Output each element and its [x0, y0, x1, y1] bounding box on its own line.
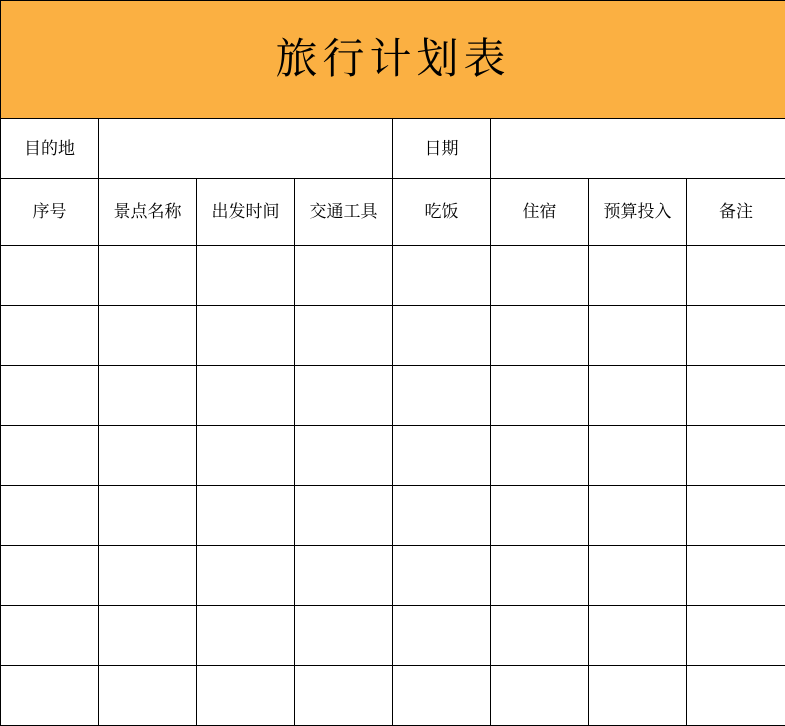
column-header-attraction: 景点名称	[99, 179, 197, 246]
info-row	[1, 119, 785, 179]
cell-budget[interactable]	[589, 606, 687, 666]
table-row	[1, 426, 785, 486]
cell-attraction[interactable]	[99, 246, 197, 306]
cell-transport[interactable]	[295, 546, 393, 606]
column-header-row	[1, 179, 785, 246]
cell-meals[interactable]	[393, 546, 491, 606]
cell-transport[interactable]	[295, 426, 393, 486]
cell-transport[interactable]	[295, 486, 393, 546]
cell-index[interactable]	[1, 366, 99, 426]
table-row	[1, 606, 785, 666]
cell-attraction[interactable]	[99, 306, 197, 366]
cell-budget[interactable]	[589, 546, 687, 606]
cell-departure-time[interactable]	[197, 486, 295, 546]
column-header-remarks: 备注	[687, 179, 785, 246]
destination-value-field[interactable]	[99, 119, 393, 179]
cell-departure-time[interactable]	[197, 546, 295, 606]
date-value-field[interactable]	[491, 119, 785, 179]
cell-remarks[interactable]	[687, 246, 785, 306]
document-title: 旅行计划表	[1, 1, 785, 119]
cell-index[interactable]	[1, 546, 99, 606]
cell-meals[interactable]	[393, 306, 491, 366]
column-header-meals: 吃饭	[393, 179, 491, 246]
cell-budget[interactable]	[589, 486, 687, 546]
column-header-transport: 交通工具	[295, 179, 393, 246]
destination-label: 目的地	[1, 119, 99, 179]
cell-remarks[interactable]	[687, 606, 785, 666]
cell-lodging[interactable]	[491, 246, 589, 306]
cell-budget[interactable]	[589, 246, 687, 306]
cell-departure-time[interactable]	[197, 366, 295, 426]
cell-meals[interactable]	[393, 246, 491, 306]
cell-departure-time[interactable]	[197, 666, 295, 726]
cell-index[interactable]	[1, 246, 99, 306]
cell-lodging[interactable]	[491, 366, 589, 426]
table-row	[1, 666, 785, 726]
cell-meals[interactable]	[393, 366, 491, 426]
table-row	[1, 486, 785, 546]
cell-index[interactable]	[1, 426, 99, 486]
cell-remarks[interactable]	[687, 366, 785, 426]
cell-transport[interactable]	[295, 246, 393, 306]
cell-remarks[interactable]	[687, 486, 785, 546]
table-row	[1, 306, 785, 366]
cell-lodging[interactable]	[491, 426, 589, 486]
cell-budget[interactable]	[589, 426, 687, 486]
cell-meals[interactable]	[393, 426, 491, 486]
cell-transport[interactable]	[295, 606, 393, 666]
cell-budget[interactable]	[589, 306, 687, 366]
cell-departure-time[interactable]	[197, 246, 295, 306]
cell-index[interactable]	[1, 486, 99, 546]
cell-attraction[interactable]	[99, 426, 197, 486]
cell-lodging[interactable]	[491, 306, 589, 366]
column-header-index: 序号	[1, 179, 99, 246]
cell-remarks[interactable]	[687, 426, 785, 486]
cell-remarks[interactable]	[687, 666, 785, 726]
cell-transport[interactable]	[295, 366, 393, 426]
cell-departure-time[interactable]	[197, 606, 295, 666]
cell-lodging[interactable]	[491, 546, 589, 606]
cell-attraction[interactable]	[99, 606, 197, 666]
cell-index[interactable]	[1, 306, 99, 366]
column-header-budget: 预算投入	[589, 179, 687, 246]
column-header-lodging: 住宿	[491, 179, 589, 246]
cell-departure-time[interactable]	[197, 306, 295, 366]
cell-attraction[interactable]	[99, 666, 197, 726]
column-header-departure-time: 出发时间	[197, 179, 295, 246]
title-row	[1, 1, 785, 119]
cell-transport[interactable]	[295, 666, 393, 726]
cell-lodging[interactable]	[491, 606, 589, 666]
cell-attraction[interactable]	[99, 546, 197, 606]
cell-attraction[interactable]	[99, 486, 197, 546]
table-row	[1, 246, 785, 306]
cell-index[interactable]	[1, 606, 99, 666]
cell-lodging[interactable]	[491, 666, 589, 726]
cell-meals[interactable]	[393, 666, 491, 726]
cell-meals[interactable]	[393, 486, 491, 546]
cell-meals[interactable]	[393, 606, 491, 666]
cell-index[interactable]	[1, 666, 99, 726]
cell-transport[interactable]	[295, 306, 393, 366]
date-label: 日期	[393, 119, 491, 179]
table-row	[1, 366, 785, 426]
cell-lodging[interactable]	[491, 486, 589, 546]
cell-remarks[interactable]	[687, 546, 785, 606]
cell-attraction[interactable]	[99, 366, 197, 426]
cell-budget[interactable]	[589, 366, 687, 426]
table-row	[1, 546, 785, 606]
cell-departure-time[interactable]	[197, 426, 295, 486]
cell-budget[interactable]	[589, 666, 687, 726]
cell-remarks[interactable]	[687, 306, 785, 366]
